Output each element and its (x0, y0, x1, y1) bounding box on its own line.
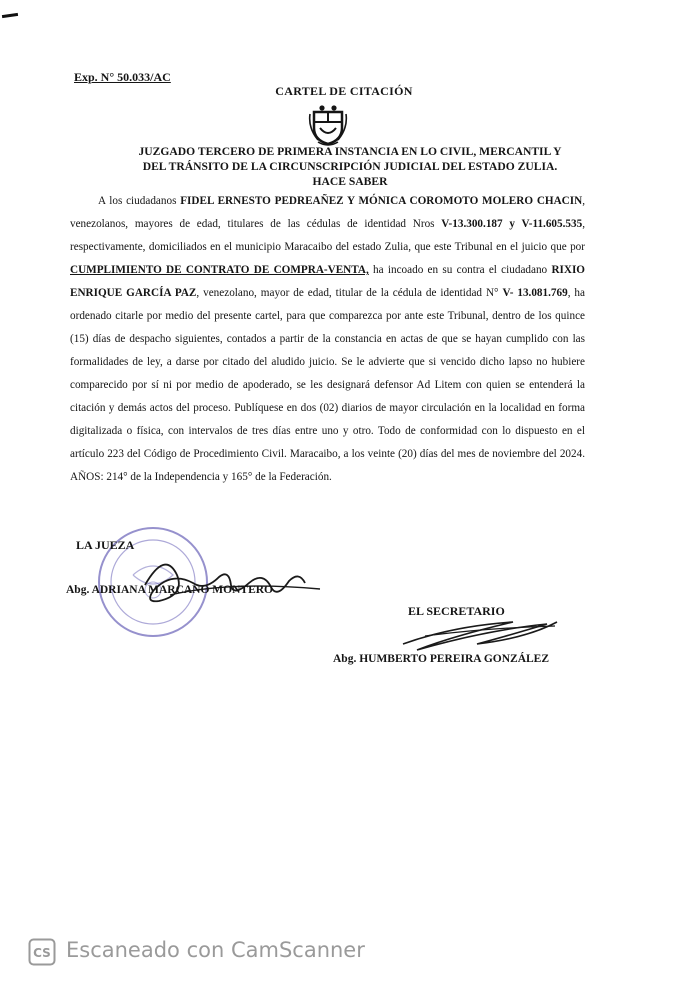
hace-saber: HACE SABER (312, 175, 388, 188)
citation-body (70, 190, 585, 489)
court-header (80, 144, 620, 189)
body-text-3: ha incoado en su contra el ciudadano (368, 264, 552, 276)
scan-corner-mark (2, 13, 18, 18)
body-text-2: , respectivamente, domiciliados en el municipio Maracaibo del estado Zulia, que este Tribunal en el juicio que por (70, 218, 585, 253)
body-intro: A los ciudadanos (98, 195, 181, 207)
plaintiff-id: V- 13.081.769 (502, 287, 568, 299)
plaintiff-name: RIXIO ENRIQUE GARCÍA PAZ (70, 264, 586, 299)
camscanner-watermark: Escaneado con CamScanner (66, 938, 365, 962)
defendant-names: FIDEL ERNESTO PEDREAÑEZ Y MÓNICA COROMOTO MOLERO CHACIN (180, 195, 583, 207)
camscanner-logo-text: CS (33, 946, 51, 960)
body-text-5: , ha ordenado citarle por medio del presente cartel, para que comparezca por ante este Tribunal, dentro de los quince (15) días de despacho siguientes, contados a partir de la constancia en actas de que se hayan cumplido con las formalidades de ley, a darse por citado del aludido juicio. Se le advierte que si vencido dicho lapso no hubiere comparecido por sí ni por medio de apoderado, se les designará defensor Ad Litem con quien se entenderá la citación y demás actos del proceso. Publíquese en dos (02) diarios de mayor circulación en la localidad en forma digitalizada o física, con intervalos de tres días entre uno y otro. Todo de conformidad con lo dispuesto en el artículo 223 del Código de Procedimiento Civil. Maracaibo, a los veinte (20) días del mes de noviembre del 2024. AÑOS: 214° de la Independencia y 165° de la Federación. (70, 287, 585, 483)
defendant-ids: V-13.300.187 y V-11.605.535 (441, 218, 583, 230)
judge-signature (140, 545, 340, 620)
case-type: CUMPLIMIENTO DE CONTRATO DE COMPRA-VENTA, (70, 264, 369, 276)
secretary-name: Abg. HUMBERTO PEREIRA GONZÁLEZ (333, 653, 550, 665)
document-title: CARTEL DE CITACIÓN (275, 84, 413, 98)
court-line-1: JUZGADO TERCERO DE PRIMERA INSTANCIA EN LO CIVIL, MERCANTIL Y (138, 145, 562, 158)
secretary-signature (395, 606, 570, 656)
body-text-4: , venezolano, mayor de edad, titular de la cédula de identidad N° (196, 287, 503, 299)
court-line-2: DEL TRÁNSITO DE LA CIRCUNSCRIPCIÓN JUDICIAL DEL ESTADO ZULIA. (142, 160, 558, 173)
camscanner-logo-icon (28, 938, 56, 966)
judge-label: LA JUEZA (76, 538, 135, 552)
body-text-1: , venezolanos, mayores de edad, titulares de las cédulas de identidad Nros (70, 195, 585, 230)
judge-name: Abg. ADRIANA MARCANO MONTERO (66, 584, 274, 596)
secretary-label: EL SECRETARIO (408, 604, 505, 618)
case-number: Exp. N° 50.033/AC (74, 70, 171, 84)
coat-of-arms-icon (306, 104, 350, 146)
